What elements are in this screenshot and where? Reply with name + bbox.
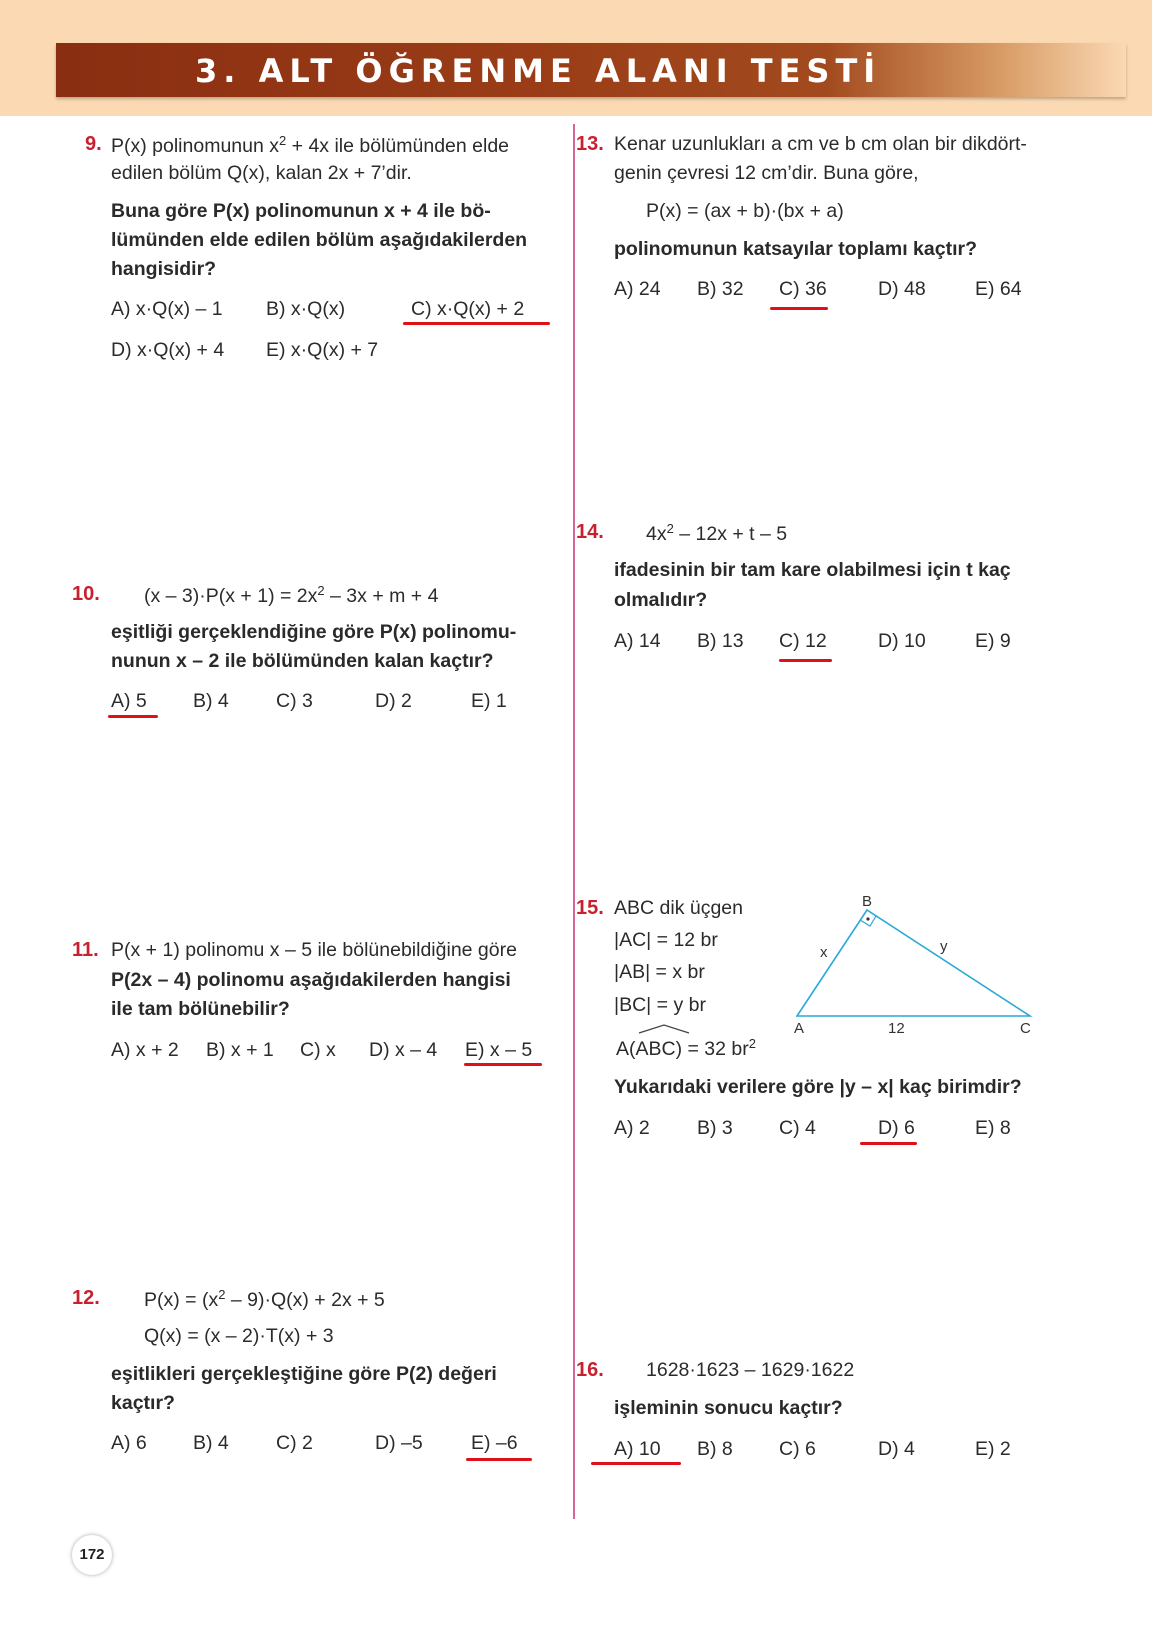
option-a[interactable]: A) 2 <box>614 1117 650 1139</box>
question-stem: |AB| = x br <box>614 961 705 983</box>
option-c[interactable]: C) 3 <box>276 690 313 712</box>
question-prompt: hangisidir? <box>111 258 217 280</box>
question-number: 16. <box>576 1359 604 1381</box>
question-prompt: Yukarıdaki verilere göre |y – x| kaç birimdir? <box>614 1076 1022 1098</box>
option-d[interactable]: D) 2 <box>375 690 412 712</box>
question-equation: 1628·1623 – 1629·1622 <box>646 1359 855 1381</box>
answer-underline <box>466 1458 532 1461</box>
question-prompt: işleminin sonucu kaçtır? <box>614 1397 843 1419</box>
option-c[interactable]: C) 6 <box>779 1438 816 1460</box>
option-e[interactable]: E) x – 5 <box>465 1039 533 1061</box>
question-stem: ABC dik üçgen <box>614 897 743 919</box>
question-number: 9. <box>85 133 102 155</box>
option-c[interactable]: C) x·Q(x) + 2 <box>411 298 525 320</box>
triangle-figure <box>780 880 1050 1050</box>
option-d[interactable]: D) –5 <box>375 1432 423 1454</box>
option-b[interactable]: B) x·Q(x) <box>266 298 346 320</box>
option-a[interactable]: A) 6 <box>111 1432 147 1454</box>
page-number: 172 <box>72 1535 112 1575</box>
question-equation: $P(x) = (x^2 - 9)\cdot Q(x) + 2x + 5$ <box>144 1287 385 1311</box>
question-stem: edilen bölüm Q(x), kalan 2x + 7’dir. <box>111 162 412 184</box>
question-stem: |BC| = y br <box>614 994 706 1016</box>
option-d[interactable]: D) 4 <box>878 1438 915 1460</box>
answer-underline <box>108 715 158 718</box>
question-prompt: polinomunun katsayılar toplamı kaçtır? <box>614 238 977 260</box>
vertex-label-c: C <box>1020 1020 1031 1037</box>
question-stem: |AC| = 12 br <box>614 929 718 951</box>
answer-underline <box>779 659 832 662</box>
question-equation: Q(x) = (x – 2)·T(x) + 3 <box>144 1325 334 1347</box>
question-stem: A(ABC) = 32 $br^2$ <box>616 1036 756 1060</box>
answer-underline <box>770 307 828 310</box>
side-label-base: 12 <box>888 1020 905 1037</box>
option-c[interactable]: C) 2 <box>276 1432 313 1454</box>
right-angle-dot <box>866 917 869 920</box>
side-label-x: x <box>820 944 828 961</box>
vertex-label-a: A <box>794 1020 805 1037</box>
option-a[interactable]: A) 24 <box>614 278 661 300</box>
question-number: 14. <box>576 521 604 543</box>
question-prompt: ifadesinin bir tam kare olabilmesi için t kaç <box>614 559 1011 581</box>
question-prompt: P(2x – 4) polinomu aşağıdakilerden hangisi <box>111 969 511 991</box>
answer-underline <box>591 1462 681 1465</box>
option-a[interactable]: A) 14 <box>614 630 661 652</box>
option-b[interactable]: B) 4 <box>193 690 229 712</box>
option-e[interactable]: E) 64 <box>975 278 1022 300</box>
option-c[interactable]: C) 36 <box>779 278 827 300</box>
question-number: 11. <box>72 939 99 961</box>
option-b[interactable]: B) x + 1 <box>206 1039 274 1061</box>
question-stem: P(x) polinomunun $x^2 + 4x$ ile bölümünden elde <box>111 133 510 157</box>
option-d[interactable]: D) x·Q(x) + 4 <box>111 339 225 361</box>
option-a[interactable]: A) x·Q(x) – 1 <box>111 298 223 320</box>
question-prompt: ile tam bölünebilir? <box>111 998 290 1020</box>
question-stem: P(x + 1) polinomu x – 5 ile bölünebildiğine göre <box>111 939 517 961</box>
question-number: 13. <box>576 133 604 155</box>
option-d[interactable]: D) 6 <box>878 1117 915 1139</box>
option-b[interactable]: B) 32 <box>697 278 744 300</box>
option-d[interactable]: D) 10 <box>878 630 926 652</box>
option-e[interactable]: E) x·Q(x) + 7 <box>266 339 379 361</box>
vertex-label-b: B <box>862 893 873 910</box>
question-equation: $(x - 3)\cdot P(x + 1) = 2x^2 - 3x + m + 4$ <box>144 583 439 607</box>
question-equation: $4x^2 - 12x + t - 5$ <box>646 521 788 545</box>
question-prompt: eşitlikleri gerçekleştiğine göre P(2) değeri <box>111 1363 497 1385</box>
answer-underline <box>403 322 550 325</box>
option-b[interactable]: B) 13 <box>697 630 744 652</box>
option-c[interactable]: C) 12 <box>779 630 827 652</box>
option-b[interactable]: B) 4 <box>193 1432 229 1454</box>
question-prompt: kaçtır? <box>111 1392 175 1414</box>
question-prompt: olmalıdır? <box>614 589 708 611</box>
question-prompt: Buna göre P(x) polinomunun x + 4 ile bö- <box>111 200 491 222</box>
side-label-y: y <box>940 938 948 955</box>
option-c[interactable]: C) x <box>300 1039 336 1061</box>
column-divider <box>573 124 575 1519</box>
option-d[interactable]: D) 48 <box>878 278 926 300</box>
question-stem: Kenar uzunlukları a cm ve b cm olan bir dikdört- <box>614 133 1027 155</box>
option-c[interactable]: C) 4 <box>779 1117 816 1139</box>
option-e[interactable]: E) 8 <box>975 1117 1011 1139</box>
option-b[interactable]: B) 3 <box>697 1117 733 1139</box>
option-e[interactable]: E) –6 <box>471 1432 518 1454</box>
triangle-abc <box>797 910 1030 1016</box>
answer-underline <box>464 1063 542 1066</box>
option-e[interactable]: E) 2 <box>975 1438 1011 1460</box>
answer-underline <box>860 1142 917 1145</box>
question-number: 15. <box>576 897 604 919</box>
page-title: 3. ALT ÖĞRENME ALANI TESTİ <box>195 52 882 90</box>
question-equation: P(x) = (ax + b)·(bx + a) <box>646 200 844 222</box>
question-prompt: lümünden elde edilen bölüm aşağıdakilerden <box>111 229 528 251</box>
option-e[interactable]: E) 9 <box>975 630 1011 652</box>
option-d[interactable]: D) x – 4 <box>369 1039 438 1061</box>
question-prompt: eşitliği gerçeklendiğine göre P(x) polinomu- <box>111 621 517 643</box>
arc-hat-icon <box>636 1022 692 1036</box>
option-a[interactable]: A) x + 2 <box>111 1039 179 1061</box>
question-stem: genin çevresi 12 cm’dir. Buna göre, <box>614 162 919 184</box>
option-e[interactable]: E) 1 <box>471 690 507 712</box>
question-number: 12. <box>72 1287 100 1309</box>
option-a[interactable]: A) 10 <box>614 1438 661 1460</box>
question-prompt: nunun x – 2 ile bölümünden kalan kaçtır? <box>111 650 494 672</box>
question-number: 10. <box>72 583 100 605</box>
option-a[interactable]: A) 5 <box>111 690 147 712</box>
option-b[interactable]: B) 8 <box>697 1438 733 1460</box>
